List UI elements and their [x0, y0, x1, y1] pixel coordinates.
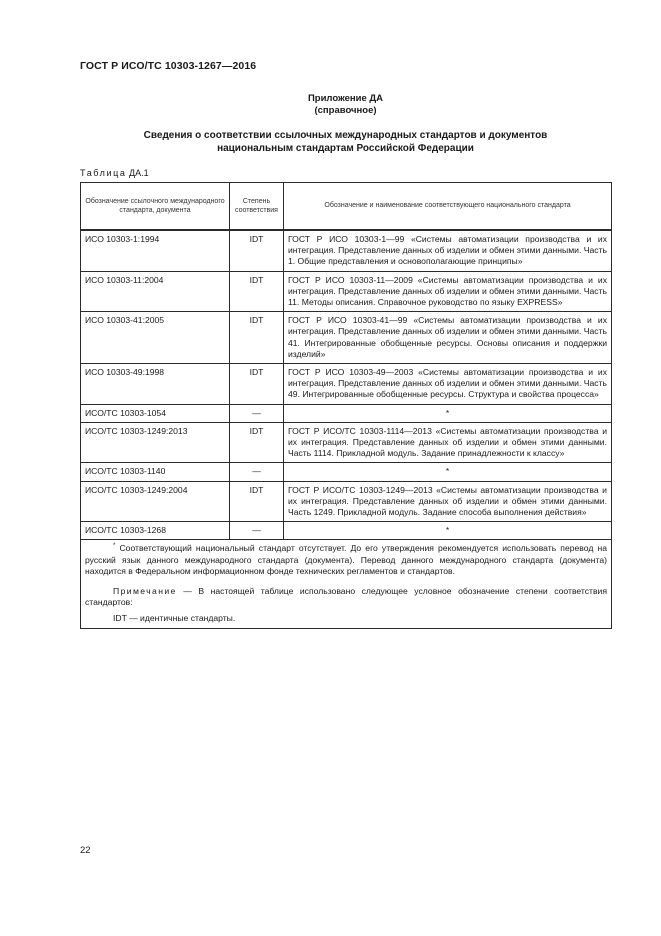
table-header-row [81, 183, 612, 231]
cell-degree: IDT [230, 312, 284, 364]
cell-standard: ИСО/ТС 10303-1249:2004 [81, 481, 230, 522]
cell-national: * [284, 522, 612, 540]
cell-national: ГОСТ Р ИСО 10303-41—99 «Системы автоматизации производства и их интеграция. Представление данных об изделии и обмен этими данными. Часть 41. Интегрированные обобщенные ресурсы. Основы описания и поддержки изделий» [284, 312, 612, 364]
annex-title: Приложение ДА [307, 93, 384, 104]
cell-national: ГОСТ Р ИСО/ТС 10303-1114—2013 «Системы автоматизации производства и их интеграция. Представление данных об изделии и обмен этими данными. Часть 1114. Прикладной модуль. Задание принадлежности к классу» [284, 422, 612, 463]
cell-degree: IDT [230, 364, 284, 405]
note-word: Примечание [113, 586, 177, 597]
document-code: ГОСТ Р ИСО/ТС 10303-1267—2016 [80, 60, 257, 72]
table-row [81, 230, 612, 271]
annex-subtitle: (справочное) [314, 105, 377, 116]
table-notes-row [81, 540, 612, 628]
table-label-number: ДА.1 [129, 168, 149, 178]
cell-national: * [284, 463, 612, 481]
section-heading-line-2: национальным стандартам Российской Федерации [217, 143, 474, 154]
table-notes [81, 540, 612, 628]
cell-standard: ИСО/ТС 10303-1140 [81, 463, 230, 481]
cell-standard: ИСО/ТС 10303-1054 [81, 404, 230, 422]
cell-degree: IDT [230, 271, 284, 312]
table-row [81, 522, 612, 540]
note-idt: IDT — идентичные стандарты. [113, 613, 236, 624]
footnote-text: Соответствующий национальный стандарт отсутствует. До его утверждения рекомендуется использовать перевод на русский язык данного международного стандарта (документа). Перевод данного международного стандарта (документа) находится в Федеральном информационном фонде технических регламентов и стандартов. [85, 543, 607, 576]
cell-standard: ИСО 10303-11:2004 [81, 271, 230, 312]
cell-national: ГОСТ Р ИСО 10303-1—99 «Системы автоматизации производства и их интеграция. Представление данных об изделии и обмен этими данными. Часть 1. Общие представления и основополагающие принципы» [284, 230, 612, 271]
cell-degree: IDT [230, 481, 284, 522]
table-row [81, 404, 612, 422]
table-row [81, 463, 612, 481]
section-heading [80, 129, 611, 155]
cell-standard: ИСО 10303-41:2005 [81, 312, 230, 364]
cell-degree: IDT [230, 230, 284, 271]
note [85, 586, 607, 608]
table-label-word: Таблица [80, 168, 127, 178]
cell-standard: ИСО/ТС 10303-1268 [81, 522, 230, 540]
table-row [81, 271, 612, 312]
header-degree: Степень соответствия [230, 183, 284, 231]
correspondence-table [80, 182, 612, 629]
footnote-mark: * [113, 543, 116, 550]
table-row [81, 422, 612, 463]
section-heading-line-1: Сведения о соответствии ссылочных международных стандартов и документов [143, 130, 548, 141]
cell-degree: — [230, 404, 284, 422]
cell-degree: — [230, 522, 284, 540]
table-row [81, 481, 612, 522]
table-label [80, 168, 149, 178]
table-row [81, 312, 612, 364]
cell-national: * [284, 404, 612, 422]
note-text: — В настоящей таблице использовано следующее условное обозначение степени соответствия стандартов: [85, 586, 607, 608]
cell-standard: ИСО 10303-49:1998 [81, 364, 230, 405]
cell-standard: ИСО/ТС 10303-1249:2013 [81, 422, 230, 463]
table-row [81, 364, 612, 405]
cell-national: ГОСТ Р ИСО 10303-11—2009 «Системы автоматизации производства и их интеграция. Представление данных об изделии и обмен этими данными. Часть 11. Методы описания. Справочное руководство по языку EXPRESS» [284, 271, 612, 312]
cell-national: ГОСТ Р ИСО/ТС 10303-1249—2013 «Системы автоматизации производства и их интеграция. Представление данных об изделии и обмен этими данными. Часть 1249. Прикладной модуль. Задание способа выполнения действия» [284, 481, 612, 522]
cell-degree: — [230, 463, 284, 481]
annex-title-block [80, 93, 611, 117]
page-number: 22 [80, 845, 91, 856]
header-international-standard: Обозначение ссылочного международного стандарта, документа [81, 183, 230, 231]
cell-standard: ИСО 10303-1:1994 [81, 230, 230, 271]
header-national-standard: Обозначение и наименование соответствующего национального стандарта [284, 183, 612, 231]
cell-national: ГОСТ Р ИСО 10303-49—2003 «Системы автоматизации производства и их интеграция. Представление данных об изделии и обмен этими данными. Часть 49. Интегрированные обобщенные ресурсы. Структура и свойства процесса» [284, 364, 612, 405]
footnote [85, 543, 607, 577]
cell-degree: IDT [230, 422, 284, 463]
